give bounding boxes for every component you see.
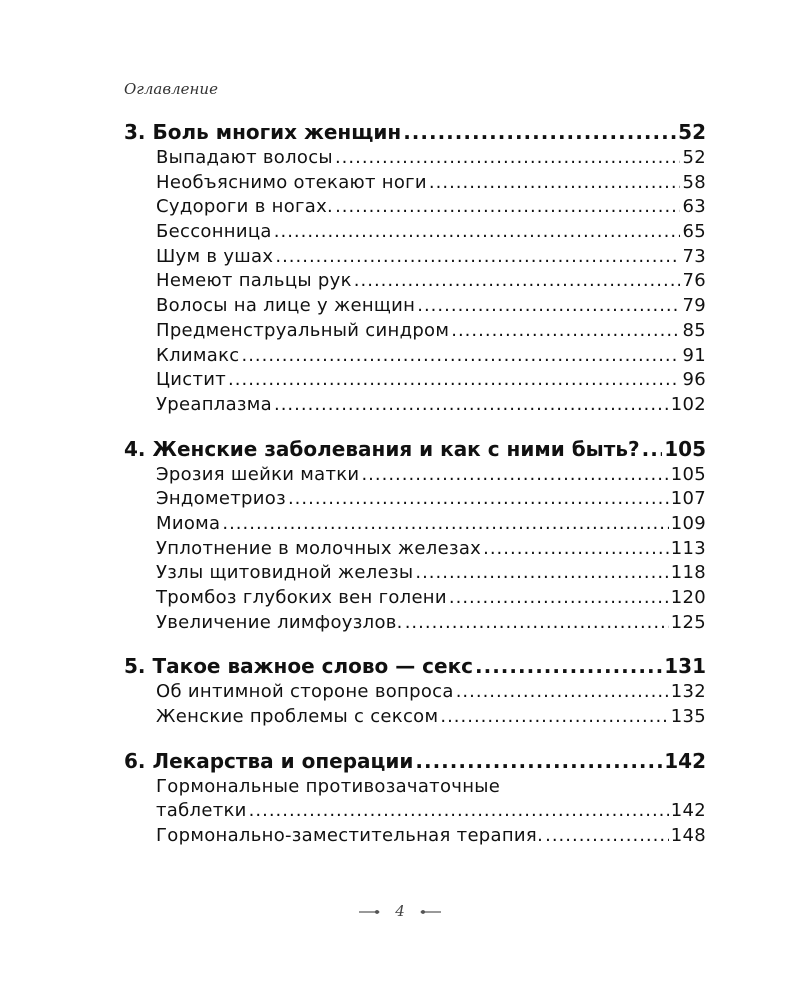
- leader-dots: [241, 344, 680, 369]
- page-number: 91: [682, 344, 706, 366]
- entry-title: Шум в ушах: [156, 245, 274, 267]
- page-number: 109: [670, 512, 706, 534]
- page-number: 132: [670, 681, 706, 703]
- page-number: 135: [670, 706, 706, 728]
- toc-entry[interactable]: [124, 561, 706, 586]
- toc-entry[interactable]: [124, 269, 706, 294]
- entry-title: Климакс: [156, 344, 240, 366]
- entry-title: Узлы щитовидной железы: [156, 562, 414, 584]
- leader-dots: [642, 436, 663, 463]
- entry-title: Уплотнение в молочных железах: [156, 537, 482, 559]
- chapter-entry[interactable]: [124, 748, 706, 775]
- page-number: 148: [670, 825, 706, 847]
- leader-dots: [440, 705, 668, 730]
- chapter-entry[interactable]: [124, 119, 706, 146]
- toc-entry[interactable]: [124, 368, 706, 393]
- toc-entry[interactable]: [124, 171, 706, 196]
- entry-title: таблетки: [156, 800, 247, 822]
- entry-title: Выпадают волосы: [156, 147, 333, 168]
- entry-title: Миома: [156, 512, 221, 534]
- toc-entry[interactable]: [124, 680, 706, 705]
- toc-entry[interactable]: [124, 294, 706, 319]
- page-number: 142: [670, 800, 706, 822]
- leader-dots: [249, 799, 669, 824]
- toc-entry[interactable]: [124, 611, 706, 636]
- toc-entry[interactable]: [124, 705, 706, 730]
- left-ornament-icon: [358, 907, 380, 917]
- toc-entry[interactable]: [124, 463, 706, 488]
- toc-entry[interactable]: [124, 245, 706, 270]
- toc-entry[interactable]: [124, 220, 706, 245]
- leader-dots: [449, 586, 669, 611]
- leader-dots: [274, 220, 681, 245]
- leader-dots: [361, 463, 668, 488]
- leader-dots: [483, 537, 669, 562]
- page-number: 79: [682, 295, 706, 317]
- page-number: 52: [678, 120, 706, 144]
- leader-dots: [405, 611, 669, 636]
- entry-title: Бессонница: [156, 221, 272, 243]
- running-head: Оглавление: [124, 80, 218, 98]
- toc-entry-line-1[interactable]: [124, 775, 706, 800]
- leader-dots: [475, 653, 662, 680]
- toc-entry[interactable]: [124, 512, 706, 537]
- page-number: 73: [682, 245, 706, 267]
- entry-title: Судороги в ногах.: [156, 196, 334, 218]
- leader-dots: [288, 487, 669, 512]
- right-ornament-icon: [420, 907, 442, 917]
- leader-dots: [354, 269, 681, 294]
- entry-title: Необъяснимо отекают ноги: [156, 171, 427, 193]
- leader-dots: [275, 245, 680, 270]
- page-number: 120: [670, 587, 706, 608]
- entry-title: Эндометриоз: [156, 488, 286, 510]
- page-number-folio: 4: [395, 902, 405, 920]
- toc-entry[interactable]: [124, 146, 706, 171]
- table-of-contents: [124, 119, 706, 867]
- toc-entry[interactable]: [124, 537, 706, 562]
- toc-section-3: [124, 119, 706, 418]
- toc-section-6: [124, 748, 706, 849]
- leader-dots: [403, 119, 676, 146]
- toc-entry[interactable]: [124, 799, 706, 824]
- leader-dots: [451, 319, 680, 344]
- page-number: 63: [682, 196, 706, 218]
- page-number: 125: [670, 611, 706, 633]
- leader-dots: [456, 680, 669, 705]
- page-number: 96: [682, 369, 706, 391]
- leader-dots: [335, 195, 680, 220]
- entry-title: Тромбоз глубоких вен голени: [156, 587, 447, 608]
- toc-entry[interactable]: [124, 586, 706, 611]
- toc-entry[interactable]: [124, 824, 706, 849]
- page-number: 142: [664, 748, 706, 773]
- leader-dots: [335, 146, 681, 171]
- page-folio: [0, 902, 800, 920]
- entry-title: Волосы на лице у женщин: [156, 295, 416, 317]
- toc-section-4: [124, 436, 706, 636]
- entry-title: Гормональные противозачаточные: [156, 775, 501, 797]
- page-number: 105: [664, 436, 706, 461]
- entry-title: Эрозия шейки матки: [156, 463, 360, 485]
- entry-title: Увеличение лимфоузлов.: [156, 611, 403, 633]
- leader-dots: [417, 294, 680, 319]
- leader-dots: [545, 824, 669, 849]
- toc-entry[interactable]: [124, 487, 706, 512]
- entry-title: Женские проблемы с сексом: [156, 706, 439, 728]
- toc-entry[interactable]: [124, 319, 706, 344]
- chapter-title: 4. Женские заболевания и как с ними быть?: [124, 436, 640, 461]
- leader-dots: [274, 393, 669, 418]
- toc-entry[interactable]: [124, 195, 706, 220]
- leader-dots: [429, 171, 681, 196]
- chapter-title: 5. Такое важное слово — секс: [124, 654, 474, 679]
- page-number: 76: [682, 270, 706, 292]
- page-number: 113: [670, 537, 706, 559]
- page-number: 102: [670, 393, 706, 415]
- page-number: 65: [682, 221, 706, 243]
- page-number: 52: [682, 147, 706, 168]
- page-number: 85: [682, 319, 706, 341]
- page-number: 118: [670, 562, 706, 584]
- chapter-title: 3. Боль многих женщин: [124, 120, 402, 144]
- page-number: 131: [664, 654, 706, 679]
- entry-title: Уреаплазма: [156, 393, 272, 415]
- leader-dots: [222, 512, 668, 537]
- leader-dots: [415, 748, 662, 775]
- entry-title: Об интимной стороне вопроса: [156, 681, 454, 703]
- page-number: 105: [670, 463, 706, 485]
- toc-section-5: [124, 653, 706, 729]
- entry-title: Немеют пальцы рук: [156, 270, 352, 292]
- page-number: 107: [670, 488, 706, 510]
- chapter-entry[interactable]: [124, 653, 706, 680]
- toc-entry[interactable]: [124, 344, 706, 369]
- entry-title: Предменструальный синдром: [156, 319, 450, 341]
- entry-title: Цистит: [156, 369, 227, 391]
- leader-dots: [228, 368, 680, 393]
- chapter-entry[interactable]: [124, 436, 706, 463]
- leader-dots: [415, 561, 668, 586]
- page-number: 58: [682, 171, 706, 193]
- chapter-title: 6. Лекарства и операции: [124, 748, 414, 773]
- entry-title: Гормонально-заместительная терапия.: [156, 825, 544, 847]
- toc-entry[interactable]: [124, 393, 706, 418]
